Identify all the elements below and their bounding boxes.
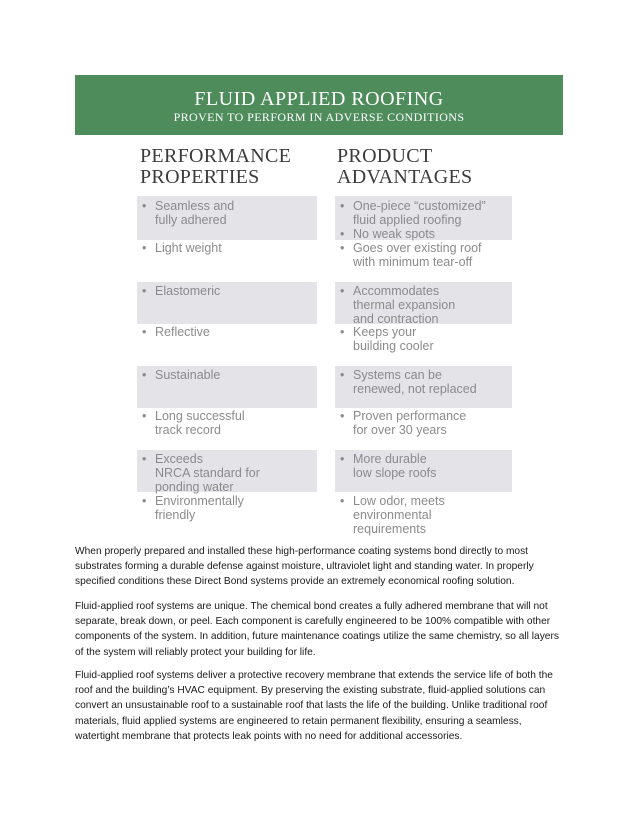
advantages-item xyxy=(335,325,512,353)
advantages-item-line: • Keeps your xyxy=(353,325,417,339)
performance-item xyxy=(137,325,317,339)
advantages-item xyxy=(335,409,512,437)
body-paragraph: When properly prepared and installed these high-performance coating systems bond directly to most substrates forming a durable defense against moisture, ultraviolet light and standing water. In properly specified conditions these Direct Bond systems provide an extremely economical roofing solution. xyxy=(75,546,534,588)
advantages-item-line: building cooler xyxy=(353,339,434,353)
banner-subtitle: PROVEN TO PERFORM IN ADVERSE CONDITIONS xyxy=(173,110,465,124)
performance-item-line: friendly xyxy=(155,508,196,522)
performance-item-line: • Sustainable xyxy=(155,368,221,382)
performance-item-line: • Seamless and xyxy=(155,199,235,213)
performance-item xyxy=(137,494,317,522)
advantages-row xyxy=(335,241,512,281)
performance-item-line: fully adhered xyxy=(155,213,227,227)
performance-item-line: • Environmentally xyxy=(155,494,244,508)
performance-item-line: • Long successful xyxy=(155,409,245,423)
performance-heading-line: PERFORMANCE xyxy=(140,145,292,167)
advantages-item-line: • One-piece “customized” xyxy=(353,199,486,213)
advantages-row xyxy=(335,450,512,492)
performance-item-line: • Elastomeric xyxy=(155,284,221,298)
performance-row xyxy=(137,409,317,449)
performance-row xyxy=(137,325,317,365)
advantages-item-line: • Goes over existing roof xyxy=(353,241,482,255)
performance-item xyxy=(137,284,317,298)
performance-row xyxy=(137,450,317,492)
performance-item-line: ponding water xyxy=(155,480,234,494)
performance-item xyxy=(137,199,317,227)
advantages-item-line: thermal expansion xyxy=(353,298,456,312)
performance-item-line: • Reflective xyxy=(155,325,210,339)
advantages-item-line: • More durable xyxy=(353,452,427,466)
advantages-item-line: • Proven performance xyxy=(353,409,467,423)
performance-item-line: NRCA standard for xyxy=(155,466,260,480)
advantages-item-line: low slope roofs xyxy=(353,466,437,480)
advantages-item-line: environmental xyxy=(353,508,432,522)
advantages-item-line: • Low odor, meets xyxy=(353,494,445,508)
title-banner xyxy=(75,75,563,135)
advantages-item xyxy=(335,199,512,227)
advantages-heading-line: PRODUCT xyxy=(337,145,433,167)
advantages-item xyxy=(335,368,512,396)
performance-row xyxy=(137,282,317,324)
advantages-heading-line: ADVANTAGES xyxy=(337,166,473,188)
body-paragraph: Fluid-applied roof systems are unique. The chemical bond creates a fully adhered membrane that will not separate, break down, or peel. Each component is carefully engineered to be 100% compatible with other components of the system. In addition, future maintenance coatings utilize the same chemistry, so all layers of the system will reliably protect your building for life. xyxy=(75,601,559,658)
performance-item-line: • Light weight xyxy=(155,241,222,255)
performance-heading-line: PROPERTIES xyxy=(140,166,260,188)
advantages-item xyxy=(335,284,512,326)
performance-item-line: track record xyxy=(155,423,221,437)
advantages-item xyxy=(335,241,512,269)
advantages-item xyxy=(335,494,512,536)
performance-row xyxy=(137,196,317,240)
performance-item-line: • Exceeds xyxy=(155,452,203,466)
advantages-item-line: • No weak spots xyxy=(353,227,435,241)
performance-item xyxy=(137,452,317,494)
performance-item xyxy=(137,409,317,437)
advantages-item-line: for over 30 years xyxy=(353,423,447,437)
advantages-item-line: requirements xyxy=(353,522,426,536)
performance-row xyxy=(137,494,317,530)
advantages-row xyxy=(335,196,512,240)
performance-heading xyxy=(140,146,291,188)
advantages-row xyxy=(335,325,512,365)
advantages-item-line: and contraction xyxy=(353,312,439,326)
performance-row xyxy=(137,241,317,281)
performance-item xyxy=(137,241,317,255)
advantages-item xyxy=(335,452,512,480)
advantages-item-line: • Systems can be xyxy=(353,368,442,382)
advantages-item xyxy=(335,227,512,241)
banner-title: FLUID APPLIED ROOFING xyxy=(194,88,444,110)
advantages-item-line: • Accommodates xyxy=(353,284,440,298)
advantages-item-line: fluid applied roofing xyxy=(353,213,462,227)
advantages-row xyxy=(335,366,512,408)
advantages-item-line: renewed, not replaced xyxy=(353,382,477,396)
body-paragraph: Fluid-applied roof systems deliver a protective recovery membrane that extends the service life of both the roof and the building’s HVAC equipment. By preserving the existing substrate, fluid-applied solutions can convert an unsustainable roof to a sustainable roof that lasts the life of the building. Unlike traditional roof materials, fluid applied systems are engineered to retain permanent flexibility, ensuring a seamless, watertight membrane that protects leak points with no need for additional accessories. xyxy=(75,670,553,742)
advantages-row xyxy=(335,282,512,324)
advantages-heading xyxy=(337,146,472,188)
advantages-row xyxy=(335,494,512,538)
advantages-row xyxy=(335,409,512,449)
performance-row xyxy=(137,366,317,408)
advantages-item-line: with minimum tear-off xyxy=(353,255,473,269)
performance-item xyxy=(137,368,317,382)
